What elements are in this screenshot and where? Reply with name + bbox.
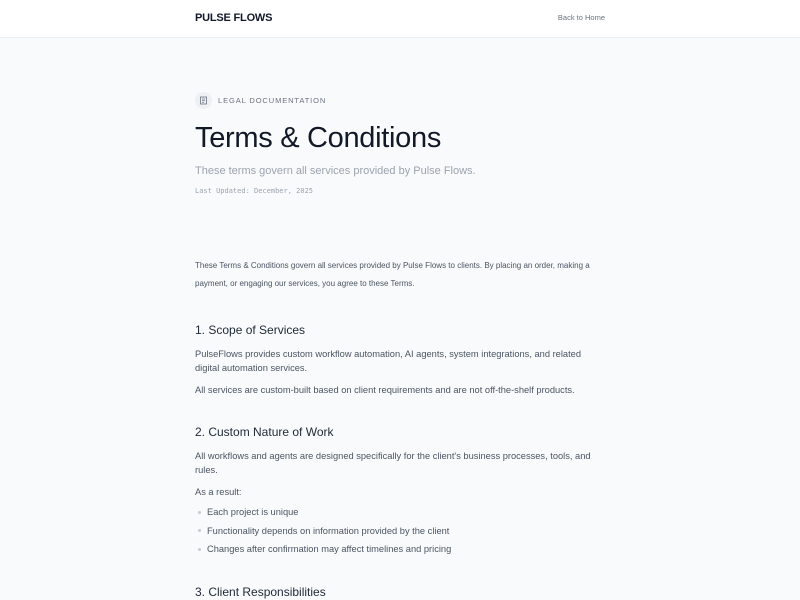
section-paragraph: All workflows and agents are designed specifically for the client's business processes, tools, and rules. xyxy=(195,451,591,475)
intro-paragraph: These Terms & Conditions govern all services provided by Pulse Flows to clients. By placing an order, making a payment, or engaging our services, you agree to these Terms. xyxy=(195,261,590,288)
last-updated: Last Updated: December, 2025 xyxy=(195,187,314,195)
page-title: Terms & Conditions xyxy=(195,122,442,154)
site-header xyxy=(0,0,800,38)
section-paragraph: PulseFlows provides custom workflow automation, AI agents, system integrations, and related digital automation services. xyxy=(195,349,582,373)
logo: PULSE FLOWS xyxy=(195,12,273,24)
back-to-home-link[interactable]: Back to Home xyxy=(557,13,605,22)
badge-label: LEGAL DOCUMENTATION xyxy=(218,96,327,105)
bullet-icon xyxy=(198,529,201,532)
list-item: Changes after confirmation may affect timelines and pricing xyxy=(195,540,607,559)
section-paragraph: As a result: xyxy=(195,487,242,497)
bullet-icon xyxy=(198,548,201,551)
terms-content xyxy=(195,38,607,599)
section-heading: 3. Client Responsibilities xyxy=(195,584,326,599)
list-item: Functionality depends on information provided by the client xyxy=(195,522,607,541)
document-icon xyxy=(195,92,212,109)
list-item: Each project is unique xyxy=(195,503,607,522)
section-badge xyxy=(195,92,607,109)
section-paragraph: All services are custom-built based on client requirements and are not off-the-shelf products. xyxy=(195,385,575,395)
bullet-list xyxy=(195,503,607,559)
section-heading: 2. Custom Nature of Work xyxy=(195,425,334,439)
bullet-icon xyxy=(198,511,201,514)
page-subtitle: These terms govern all services provided by Pulse Flows. xyxy=(195,165,476,177)
section-heading: 1. Scope of Services xyxy=(195,323,306,337)
